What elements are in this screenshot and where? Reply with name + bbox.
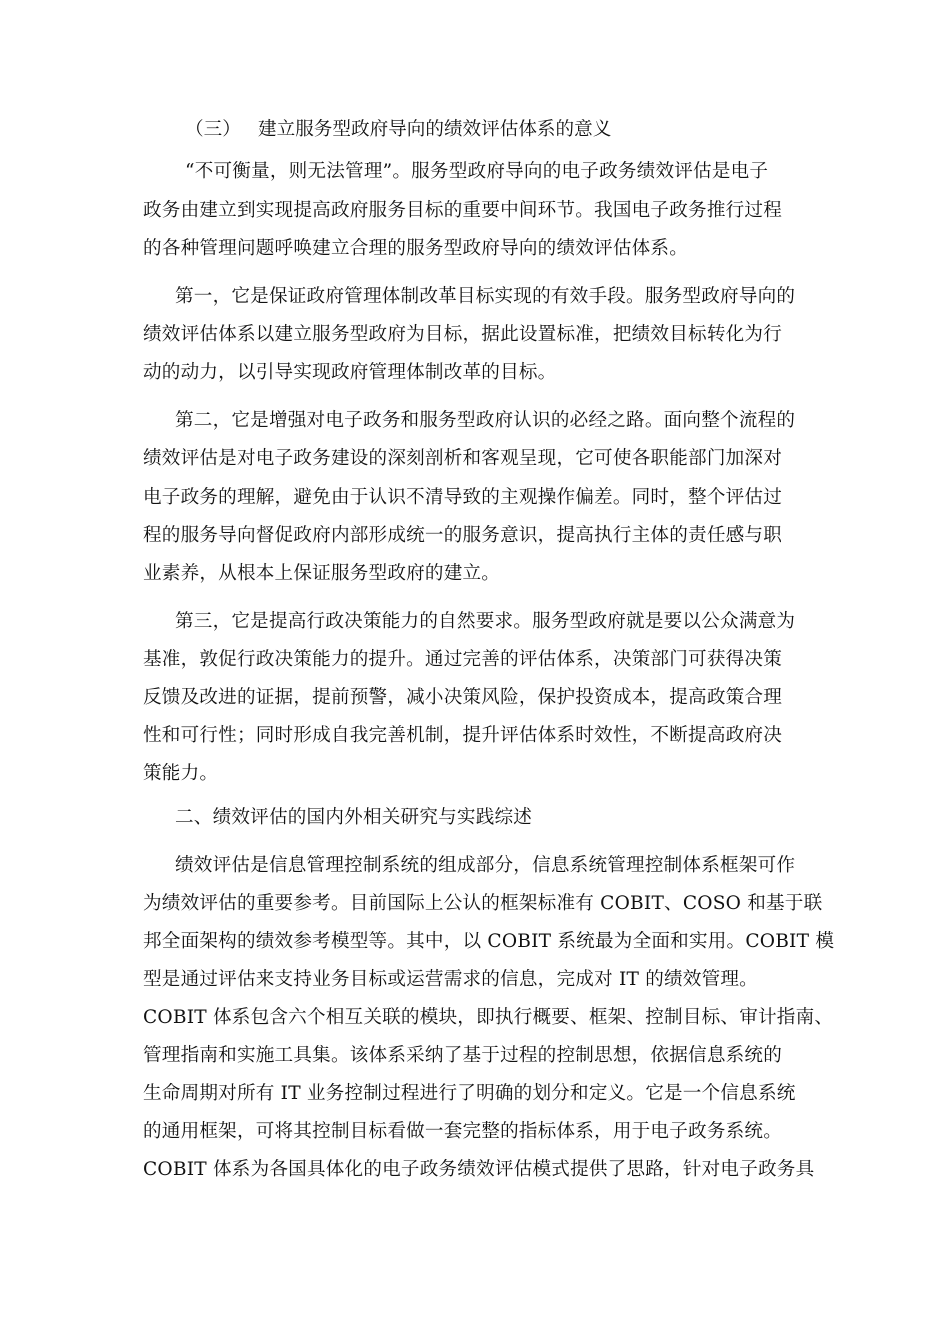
paragraph-3-line-4: 程的服务导向督促政府内部形成统一的服务意识，提高执行主体的责任感与职 — [143, 525, 782, 546]
paragraph-6-line-6: 管理指南和实施工具集。该体系采纳了基于过程的控制思想，依据信息系统的 — [143, 1045, 782, 1066]
paragraph-6-line-1: 绩效评估是信息管理控制系统的组成部分，信息系统管理控制体系框架可作 — [175, 855, 796, 876]
paragraph-2-line-2: 绩效评估体系以建立服务型政府为目标，据此设置标准，把绩效目标转化为行 — [143, 324, 782, 345]
paragraph-4-line-2: 基准，敦促行政决策能力的提升。通过完善的评估体系，决策部门可获得决策 — [143, 649, 782, 670]
paragraph-3-line-2: 绩效评估是对电子政务建设的深刻剖析和客观呈现，它可使各职能部门加深对 — [143, 448, 782, 469]
paragraph-4-line-1: 第三，它是提高行政决策能力的自然要求。服务型政府就是要以公众满意为 — [175, 611, 796, 632]
paragraph-4-line-4: 性和可行性；同时形成自我完善机制，提升评估体系时效性，不断提高政府决 — [143, 725, 782, 746]
paragraph-6-line-5: COBIT 体系包含六个相互关联的模块，即执行概要、框架、控制目标、审计指南、 — [143, 1007, 834, 1028]
paragraph-6-line-8: 的通用框架，可将其控制目标看做一套完整的指标体系，用于电子政务系统。 — [143, 1121, 782, 1142]
paragraph-2-line-1: 第一，它是保证政府管理体制改革目标实现的有效手段。服务型政府导向的 — [175, 286, 796, 307]
paragraph-4-line-3: 反馈及改进的证据，提前预警，减小决策风险，保护投资成本，提高政策合理 — [143, 687, 782, 708]
paragraph-1-line-2: 政务由建立到实现提高政府服务目标的重要中间环节。我国电子政务推行过程 — [143, 200, 782, 221]
paragraph-3-line-3: 电子政务的理解，避免由于认识不清导致的主观操作偏差。同时，整个评估过 — [143, 487, 782, 508]
paragraph-1-line-1: “不可衡量，则无法管理”。服务型政府导向的电子政务绩效评估是电子 — [185, 161, 769, 182]
paragraph-3-line-1: 第二，它是增强对电子政务和服务型政府认识的必经之路。面向整个流程的 — [175, 410, 796, 431]
paragraph-6-line-3: 邦全面架构的绩效参考模型等。其中，以 COBIT 系统最为全面和实用。COBIT 模 — [143, 931, 835, 952]
paragraph-4-line-5: 策能力。 — [143, 763, 219, 784]
paragraph-6-line-7: 生命周期对所有 IT 业务控制过程进行了明确的划分和定义。它是一个信息系统 — [143, 1083, 796, 1104]
paragraph-6-line-9: COBIT 体系为各国具体化的电子政务绩效评估模式提供了思路，针对电子政务具 — [143, 1159, 815, 1180]
paragraph-6-line-4: 型是通过评估来支持业务目标或运营需求的信息，完成对 IT 的绩效管理。 — [143, 969, 758, 990]
section-title: 建立服务型政府导向的绩效评估体系的意义 — [258, 119, 612, 140]
paragraph-6-line-2: 为绩效评估的重要参考。目前国际上公认的框架标准有 COBIT、COSO 和基于联 — [143, 893, 823, 914]
paragraph-1-line-3: 的各种管理问题呼唤建立合理的服务型政府导向的绩效评估体系。 — [143, 238, 689, 259]
section-two-heading: 二、绩效评估的国内外相关研究与实践综述 — [175, 807, 533, 828]
paragraph-3-line-5: 业素养，从根本上保证服务型政府的建立。 — [143, 563, 501, 584]
section-number: （三） — [185, 119, 241, 140]
paragraph-2-line-3: 动的动力，以引导实现政府管理体制改革的目标。 — [143, 362, 557, 383]
